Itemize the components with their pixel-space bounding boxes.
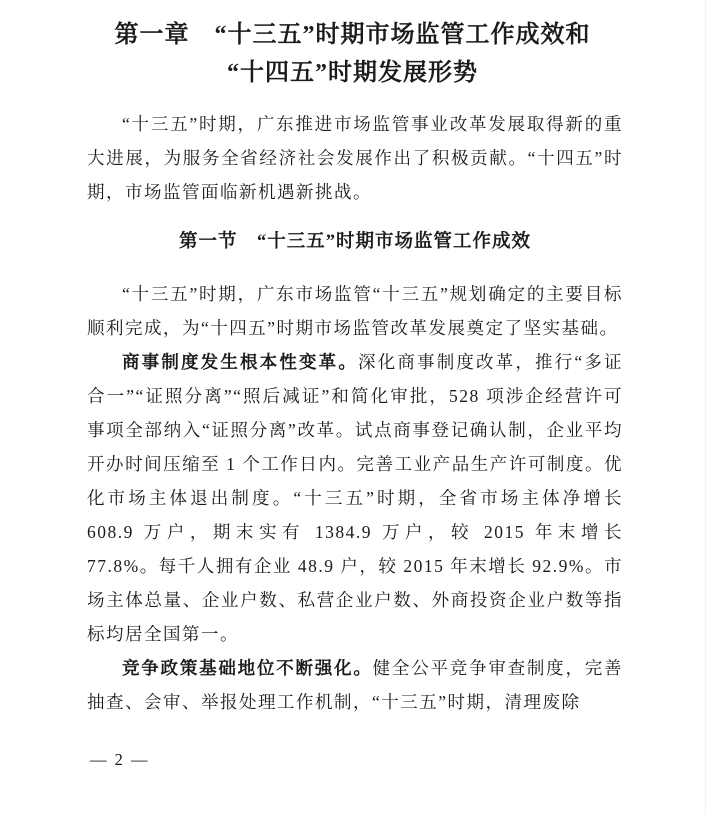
paragraph-text: 健全公平竞争审查制度，完善抽查、会审、举报处理工作机制，“十三五”时期，清理废除 (87, 658, 623, 712)
paragraph-lead: 竞争政策基础地位不断强化。 (122, 658, 373, 678)
paragraph-lead: 商事制度发生根本性变革。 (122, 352, 359, 372)
chapter-title-line-2: “十四五”时期发展形势 (227, 60, 478, 86)
paragraph-text: 深化商事制度改革，推行“多证合一”“证照分离”“照后减证”和简化审批，528 项涉企经营许可事项全部纳入“证照分离”改革。试点商事登记确认制，企业平均开办时间压缩至 1 个工作日内。完善工业产品生产许可制度。优化市场主体退出制度。“十三五”时期，全省市场主体净增长 608.9 万户，期末实有 1384.9 万户，较 2015 年末增长 77.8%。每千人拥有企业 48.9 户，较 2015 年末增长 92.9%。市场主体总量、企业户数、私营企业户数、外商投资企业户数等指标均居全国第一。 (87, 352, 623, 644)
page-number: — 2 — (90, 750, 150, 769)
paragraph-competition-policy (87, 651, 623, 719)
paragraph-commercial-system-reform (87, 345, 623, 651)
chapter-title-line-1: 第一章 “十三五”时期市场监管工作成效和 (114, 22, 591, 48)
section-heading: 第一节 “十三五”时期市场监管工作成效 (178, 232, 531, 252)
paragraph-plan-goals (87, 277, 623, 345)
document-body (87, 107, 623, 719)
chapter-title (0, 16, 705, 92)
paragraph-text: “十三五”时期，广东市场监管“十三五”规划确定的主要目标顺利完成，为“十四五”时期市场监管改革发展奠定了坚实基础。 (87, 284, 623, 338)
paragraph-intro: “十三五”时期，广东推进市场监管事业改革发展取得新的重大进展，为服务全省经济社会发展作出了积极贡献。“十四五”时期，市场监管面临新机遇新挑战。 (87, 114, 623, 202)
